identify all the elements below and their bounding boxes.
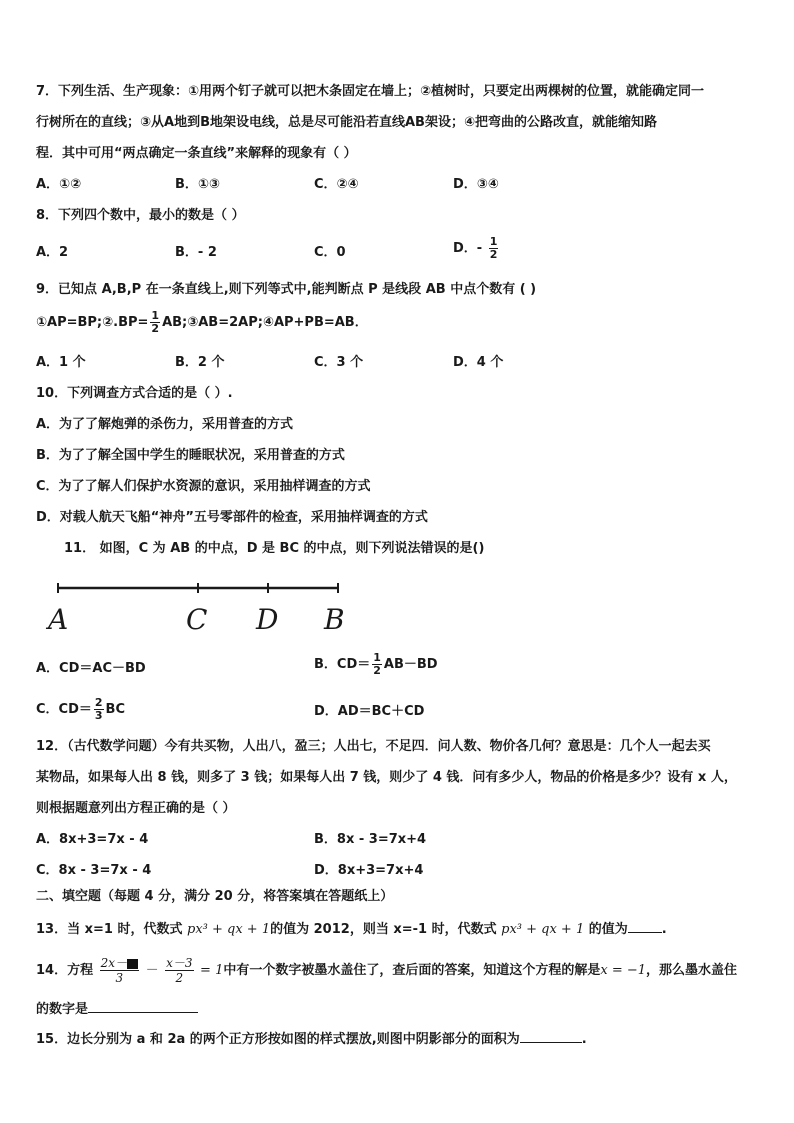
q9-eq-part2: AB;③AB=2AP;④AP+PB=AB． (162, 315, 368, 330)
q12-line1: 12．（古代数学问题）今有共买物，人出八，盈三；人出七，不足四．问人数、物价各几何？意思是：几个人一起去买 (36, 739, 711, 754)
q14-fraction-1 (100, 956, 139, 985)
q8-option-b[interactable]: B．- 2 (175, 245, 217, 260)
q11-line-segment-figure (36, 575, 366, 637)
q9-option-c[interactable]: C．3 个 (314, 355, 364, 370)
q9-stem: 9．已知点 A,B,P 在一条直线上,则下列等式中,能判断点 P 是线段 AB 中点个数有 ( ) (36, 282, 537, 297)
q8-option-d-fraction (489, 236, 499, 261)
q7-line2: 行树所在的直线；③从A地到B地架设电线，总是尽可能沿若直线AB架设；④把弯曲的公路改直，就能缩知路 (36, 115, 657, 130)
fraction-denominator: 3 (94, 709, 103, 722)
q13-expression-1: px³ + qx + 1 (187, 922, 271, 937)
q10-option-c[interactable]: C．为了了解人们保护水资源的意识，采用抽样调查的方式 (36, 479, 371, 494)
q14-fraction-2 (165, 956, 193, 985)
q14-solution: x = −1 (600, 963, 647, 978)
q9-eq-part1: ①AP=BP;②.BP= (36, 315, 149, 330)
q11-option-d[interactable]: D．AD＝BC＋CD (314, 704, 425, 719)
q9-option-a[interactable]: A．1 个 (36, 355, 86, 370)
label-c: C (186, 603, 208, 636)
q13-answer-blank[interactable] (628, 920, 662, 933)
section-2-heading: 二、填空题（每题 4 分，满分 20 分，将答案填在答题纸上） (36, 889, 394, 904)
label-a: A (48, 603, 69, 636)
fraction-numerator: 1 (489, 235, 498, 248)
q11-option-c-fraction (94, 697, 104, 722)
q12-line2: 某物品，如果每人出 8 钱，则多了 3 钱；如果每人出 7 钱，则少了 4 钱．问有多少人，物品的价格是多少？设有 x 人， (36, 770, 737, 785)
q13-end: . (661, 922, 667, 937)
q11-option-c-suffix: BC (105, 702, 125, 717)
q12-line3: 则根据题意列出方程正确的是（ ） (36, 801, 236, 816)
fraction-numerator: 1 (151, 309, 160, 322)
q10-option-a[interactable]: A．为了了解炮弹的杀伤力，采用普查的方式 (36, 417, 294, 432)
q10-option-d[interactable]: D．对载人航天飞船“神舟”五号零部件的检查，采用抽样调查的方式 (36, 510, 428, 525)
q8-option-d[interactable] (453, 236, 500, 261)
q11-option-b-prefix: B．CD＝ (314, 657, 371, 672)
q8-stem: 8．下列四个数中，最小的数是（ ） (36, 208, 245, 223)
q13 (36, 920, 758, 939)
fraction-denominator: 3 (115, 971, 124, 985)
q7-line3: 程．其中可用“两点确定一条直线”来解释的现象有（ ） (36, 146, 357, 161)
q10-option-b[interactable]: B．为了了解全国中学生的睡眠状况，采用普查的方式 (36, 448, 345, 463)
q14-equals: = 1 (200, 963, 224, 978)
q10-stem: 10．下列调查方式合适的是（ ）. (36, 386, 233, 401)
q7-option-c[interactable]: C．②④ (314, 177, 359, 192)
q7-line1: 7．下列生活、生产现象：①用两个钉子就可以把木条固定在墙上；②植树时，只要定出两棵树的位置，就能确定同一 (36, 84, 705, 99)
q11-option-a[interactable]: A．CD＝AC－BD (36, 661, 146, 676)
q13-part2: 的值为 2012，则当 x=-1 时，代数式 (270, 922, 497, 937)
q14-line2 (36, 1000, 758, 1019)
label-d: D (256, 603, 279, 636)
fraction-denominator: 2 (373, 664, 381, 677)
q11-option-b-suffix: AB－BD (383, 657, 438, 672)
q13-part1: 13．当 x=1 时，代数式 (36, 922, 183, 937)
q12-option-c[interactable]: C．8x - 3=7x - 4 (36, 863, 152, 878)
q13-expression-2: px³ + qx + 1 (501, 922, 585, 937)
q11-option-c-prefix: C．CD＝ (36, 702, 92, 717)
q11-option-c[interactable] (36, 697, 125, 722)
q12-option-a[interactable]: A．8x+3=7x - 4 (36, 832, 149, 847)
q14-answer-blank[interactable] (88, 1000, 198, 1013)
q15-answer-blank[interactable] (520, 1030, 582, 1043)
q11-stem: 11． 如图，C 为 AB 的中点，D 是 BC 的中点，则下列说法错误的是() (64, 541, 485, 556)
q9-fraction (150, 310, 160, 335)
q14-tail: ，那么墨水盖住 (646, 963, 738, 978)
q12-option-b[interactable]: B．8x - 3=7x+4 (314, 832, 427, 847)
q14-mid: 中有一个数字被墨水盖住了，查后面的答案，知道这个方程的解是 (223, 963, 601, 978)
q9-option-d[interactable]: D．4 个 (453, 355, 504, 370)
q14-minus: － (145, 963, 159, 978)
q8-option-a[interactable]: A．2 (36, 245, 69, 260)
label-b: B (324, 603, 345, 636)
q14-line2-text: 的数字是 (36, 1002, 89, 1017)
fraction-denominator: 2 (175, 971, 184, 985)
numerator-text: 2x－ (100, 956, 128, 970)
q15-text: 15．边长分别为 a 和 2a 的两个正方形按如图的样式摆放,则图中阴影部分的面积为 (36, 1032, 520, 1047)
q7-option-d[interactable]: D．③④ (453, 177, 499, 192)
q8-option-d-prefix: D．- (453, 241, 483, 256)
q8-option-c[interactable]: C．0 (314, 245, 346, 260)
q14-line1 (36, 956, 758, 985)
q7-option-a[interactable]: A．①② (36, 177, 82, 192)
fraction-denominator: 2 (151, 322, 160, 335)
fraction-denominator: 2 (489, 248, 498, 261)
q13-part3: 的值为 (588, 922, 628, 937)
fraction-numerator: 2 (94, 696, 103, 709)
fraction-numerator: x－3 (166, 956, 193, 970)
fraction-numerator (100, 956, 139, 971)
q11-option-b-fraction (372, 652, 382, 677)
q15-end: . (581, 1032, 587, 1047)
q9-equations (36, 310, 758, 335)
ink-blot-icon (127, 959, 138, 969)
q11-option-b[interactable] (314, 652, 438, 677)
fraction-numerator: 1 (373, 651, 381, 664)
q15 (36, 1030, 758, 1049)
q12-option-d[interactable]: D．8x+3=7x+4 (314, 863, 424, 878)
q9-option-b[interactable]: B．2 个 (175, 355, 225, 370)
q14-prefix: 14．方程 (36, 963, 94, 978)
q7-option-b[interactable]: B．①③ (175, 177, 220, 192)
